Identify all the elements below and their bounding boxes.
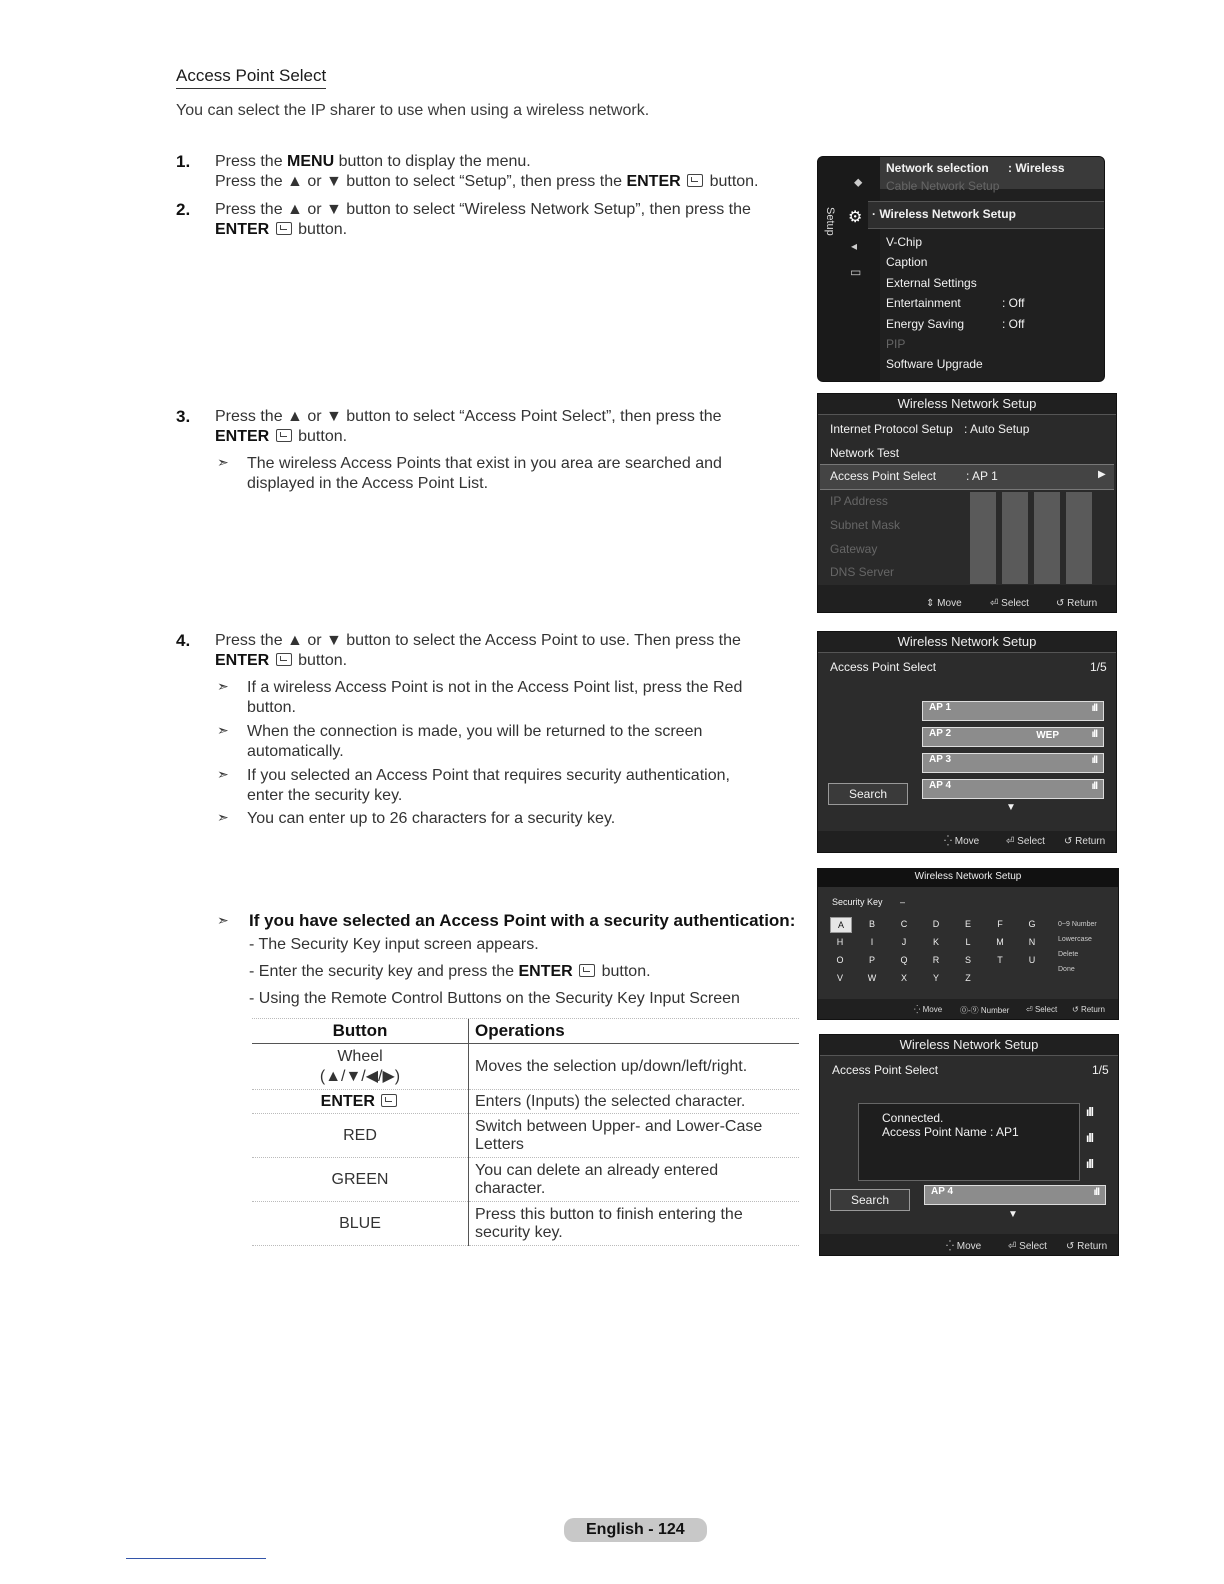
sub-title: Access Point Select — [830, 660, 937, 674]
security-line-2: - Enter the security key and press the ENTER button. — [249, 963, 651, 980]
menu-item-pip[interactable]: PIP — [886, 337, 906, 351]
signal-icon: ıll — [1091, 729, 1097, 740]
step-4-note-4: You can enter up to 26 characters for a security key. — [247, 810, 616, 827]
key-y[interactable]: Y — [932, 973, 939, 983]
screen-header: Wireless Network Setup — [899, 1037, 1039, 1052]
key-b[interactable]: B — [868, 919, 875, 929]
enter-icon — [687, 174, 703, 187]
table-cell: GREEN — [252, 1158, 469, 1202]
key-q[interactable]: Q — [900, 955, 908, 965]
key-r[interactable]: R — [932, 955, 940, 965]
section-title: Access Point Select — [176, 66, 326, 89]
key-f[interactable]: F — [997, 919, 1003, 929]
table-cell: BLUE — [252, 1202, 469, 1246]
antenna-icon: ⬥ — [854, 175, 863, 189]
footer-move: ⇕ Move — [926, 598, 962, 609]
menu-item-energy-saving[interactable]: Energy Saving — [886, 317, 965, 331]
step-4-text: Press the ▲ or ▼ button to select the Access Point to use. Then press the ENTER button. — [215, 632, 741, 669]
table-cell: RED — [252, 1114, 469, 1158]
menu-value: : Off — [1002, 317, 1025, 331]
signal-icon: ıll — [1091, 781, 1097, 792]
menu-item-network-selection[interactable]: Network selection — [886, 161, 989, 175]
setup-side-label: Setup — [824, 207, 836, 236]
operations-table-wrap — [252, 1018, 799, 1246]
table-cell: Enters (Inputs) the selected character. — [469, 1090, 800, 1114]
key-i[interactable]: I — [870, 937, 874, 947]
signal-icon: ıll — [1086, 1157, 1094, 1171]
key-s[interactable]: S — [964, 955, 971, 965]
key-a[interactable]: A — [830, 917, 852, 933]
arrow-right-icon: ▶ — [1098, 469, 1106, 480]
menu-item-ip-address[interactable]: IP Address — [830, 494, 888, 508]
step-4-note-2: When the connection is made, you will be returned to the screen automatically. — [247, 723, 703, 760]
signal-icon: ıll — [1091, 703, 1097, 714]
menu-value: : Auto Setup — [964, 422, 1030, 436]
menu-value: : Off — [1002, 296, 1025, 310]
key-x[interactable]: X — [900, 973, 907, 983]
footer-select: ⏎ Select — [1026, 1005, 1058, 1014]
ip-address-fields — [970, 492, 1092, 584]
security-key-screen — [817, 868, 1119, 1020]
key-j[interactable]: J — [901, 937, 907, 947]
gear-icon: ⚙ — [848, 209, 863, 226]
step-3-text: Press the ▲ or ▼ button to select “Access Point Select”, then press the ENTER button. — [215, 408, 722, 445]
setup-menu-screen — [817, 156, 1105, 382]
sub-title: Access Point Select — [832, 1063, 939, 1077]
connected-screen — [819, 1034, 1119, 1256]
key-m[interactable]: M — [996, 937, 1004, 947]
note-arrow-icon: ➣ — [217, 766, 229, 782]
scroll-down-icon: ▼ — [1006, 802, 1016, 813]
table-row — [252, 1158, 799, 1202]
enter-icon — [276, 653, 292, 666]
enter-icon — [579, 964, 595, 977]
screen-header: Wireless Network Setup — [897, 634, 1037, 649]
footer-move: ⁛ Move — [946, 1241, 982, 1252]
signal-icon: ıll — [1091, 755, 1097, 766]
intro-text: You can select the IP sharer to use when using a wireless network. — [176, 102, 650, 119]
page-indicator: 1/5 — [1090, 660, 1107, 674]
menu-item-software-upgrade[interactable]: Software Upgrade — [886, 357, 983, 371]
access-point-list-screen — [817, 631, 1117, 853]
input-icon: ▭ — [850, 265, 862, 279]
menu-value: : AP 1 — [966, 469, 998, 483]
key-n[interactable]: N — [1028, 937, 1036, 947]
footer-return: ↺ Return — [1072, 1005, 1105, 1014]
access-point-item[interactable]: AP 3 ıll — [922, 753, 1104, 773]
key-w[interactable]: W — [867, 973, 877, 983]
table-cell: Press this button to finish entering the security key. — [469, 1202, 800, 1246]
menu-icon-column — [818, 157, 880, 381]
table-row — [252, 1044, 799, 1090]
menu-item-internet-protocol[interactable]: Internet Protocol Setup — [830, 422, 953, 436]
footer-return: ↺ Return — [1064, 836, 1106, 847]
key-legend: 0~9 Number Lowercase Delete Done — [1058, 921, 1097, 973]
note-arrow-icon: ➣ — [217, 722, 229, 738]
key-h[interactable]: H — [836, 937, 844, 947]
menu-item-cable-network[interactable]: Cable Network Setup — [886, 179, 1000, 193]
step-number: 1. — [176, 152, 191, 171]
security-line-3: - Using the Remote Control Buttons on the Security Key Input Screen — [249, 990, 740, 1007]
key-t[interactable]: T — [997, 955, 1003, 965]
access-point-item[interactable]: AP 1 ıll — [922, 701, 1104, 721]
access-point-item[interactable]: AP 2 WEP ıll — [922, 727, 1104, 747]
key-c[interactable]: C — [900, 919, 908, 929]
table-row — [252, 1202, 799, 1246]
footer-number: ⓪-⑨ Number — [960, 1006, 1010, 1015]
step-3-note: The wireless Access Points that exist in you area are searched and displayed in the Access Point List. — [247, 455, 722, 492]
security-key-value: – — [900, 897, 906, 907]
table-cell: Wheel (▲/▼/◀/▶) — [252, 1044, 469, 1090]
table-cell: You can delete an already entered character. — [469, 1158, 800, 1202]
menu-item-dns-server[interactable]: DNS Server — [830, 565, 895, 579]
speaker-icon: ◂ — [851, 239, 858, 253]
enter-icon — [276, 222, 292, 235]
access-point-item[interactable]: AP 4 ıll — [922, 779, 1104, 799]
key-g[interactable]: G — [1028, 919, 1036, 929]
step-1-text: Press the MENU button to display the menu. Press the ▲ or ▼ button to select “Setup”, then press the ENTER button. — [215, 153, 759, 190]
security-line-1: - The Security Key input screen appears. — [249, 936, 539, 953]
key-d[interactable]: D — [932, 919, 940, 929]
footer-select: ⏎ Select — [990, 598, 1029, 609]
key-l[interactable]: L — [965, 937, 971, 947]
access-point-name: Access Point Name : AP1 — [882, 1125, 1019, 1139]
table-cell: ENTER — [252, 1090, 469, 1114]
signal-icon: ıll — [1086, 1131, 1094, 1145]
note-arrow-icon: ➣ — [217, 809, 229, 825]
menu-item-wireless-network-setup[interactable]: · Wireless Network Setup — [872, 207, 1016, 221]
screen-header: Wireless Network Setup — [914, 871, 1022, 882]
screen-header: Wireless Network Setup — [897, 396, 1037, 411]
key-e[interactable]: E — [964, 919, 971, 929]
table-header-row — [252, 1019, 799, 1044]
connected-message: Connected. — [882, 1111, 944, 1125]
menu-item-caption[interactable]: Caption — [886, 255, 928, 269]
note-arrow-icon: ➣ — [217, 454, 229, 470]
key-o[interactable]: O — [836, 955, 844, 965]
footer-move: ⁛ Move — [944, 836, 980, 847]
step-number: 4. — [176, 631, 191, 650]
footer-select: ⏎ Select — [1008, 1241, 1047, 1252]
table-row — [252, 1090, 799, 1114]
security-key-label: Security Key — [832, 897, 883, 907]
footer-rule — [126, 1558, 266, 1559]
menu-item-entertainment[interactable]: Entertainment — [886, 296, 961, 310]
menu-item-subnet-mask[interactable]: Subnet Mask — [830, 518, 901, 532]
key-grid — [830, 917, 1060, 993]
search-button[interactable]: Search — [828, 783, 908, 805]
key-k[interactable]: K — [932, 937, 939, 947]
footer-return: ↺ Return — [1066, 1241, 1108, 1252]
menu-item-external-settings[interactable]: External Settings — [886, 276, 977, 290]
column-header: Operations — [469, 1019, 800, 1044]
signal-icon: ıll — [1086, 1105, 1094, 1119]
step-number: 3. — [176, 407, 191, 426]
menu-item-network-test[interactable]: Network Test — [830, 446, 900, 460]
column-header: Button — [252, 1019, 469, 1044]
key-z[interactable]: Z — [965, 973, 971, 983]
footer-return: ↺ Return — [1056, 598, 1098, 609]
note-arrow-icon: ➣ — [217, 912, 229, 928]
table-cell: Switch between Upper- and Lower-Case Letters — [469, 1114, 800, 1158]
page-indicator: 1/5 — [1092, 1063, 1109, 1077]
table-cell: Moves the selection up/down/left/right. — [469, 1044, 800, 1090]
page-number: English - 124 — [564, 1518, 707, 1542]
wireless-setup-screen — [817, 393, 1117, 613]
note-arrow-icon: ➣ — [217, 678, 229, 694]
security-heading: If you have selected an Access Point with a security authentication: — [249, 911, 796, 930]
footer-select: ⏎ Select — [1006, 836, 1045, 847]
menu-value: : Wireless — [1008, 161, 1065, 175]
key-p[interactable]: P — [868, 955, 875, 965]
search-button[interactable]: Search — [830, 1189, 910, 1211]
footer-move: ⁛ Move — [914, 1005, 943, 1014]
step-4-note-1: If a wireless Access Point is not in the Access Point list, press the Red button. — [247, 679, 743, 716]
access-point-item[interactable]: AP 4 ıll — [924, 1185, 1106, 1205]
operations-table — [252, 1019, 799, 1246]
step-4-note-3: If you selected an Access Point that requires security authentication, enter the security key. — [247, 767, 730, 804]
menu-item-gateway[interactable]: Gateway — [830, 542, 878, 556]
step-number: 2. — [176, 200, 191, 219]
menu-item-access-point-select[interactable]: Access Point Select — [830, 469, 937, 483]
key-u[interactable]: U — [1028, 955, 1036, 965]
signal-icon: ıll — [1093, 1187, 1099, 1198]
scroll-down-icon: ▼ — [1008, 1209, 1018, 1220]
step-2-text: Press the ▲ or ▼ button to select “Wireless Network Setup”, then press the ENTER button. — [215, 201, 751, 238]
table-row — [252, 1114, 799, 1158]
enter-icon — [276, 429, 292, 442]
key-v[interactable]: V — [836, 973, 843, 983]
enter-icon — [381, 1094, 397, 1107]
menu-item-vchip[interactable]: V-Chip — [886, 235, 923, 249]
